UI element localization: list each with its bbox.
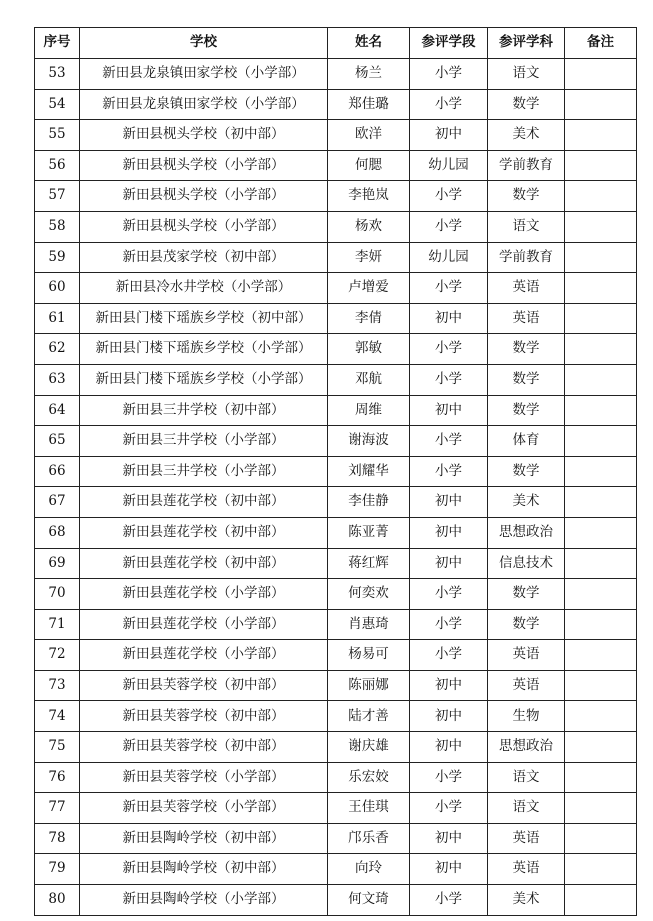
cell-no: 60 bbox=[35, 273, 80, 304]
table-row bbox=[35, 640, 637, 671]
cell-school: 新田县芙蓉学校（初中部） bbox=[80, 670, 328, 701]
cell-stage: 小学 bbox=[410, 793, 488, 824]
cell-no: 66 bbox=[35, 456, 80, 487]
cell-note bbox=[565, 181, 637, 212]
cell-no: 61 bbox=[35, 303, 80, 334]
cell-stage: 幼儿园 bbox=[410, 242, 488, 273]
cell-stage: 初中 bbox=[410, 395, 488, 426]
table-row bbox=[35, 823, 637, 854]
cell-note bbox=[565, 670, 637, 701]
table-row bbox=[35, 609, 637, 640]
cell-name: 谢庆雄 bbox=[328, 732, 410, 763]
cell-no: 63 bbox=[35, 364, 80, 395]
header-school: 学校 bbox=[80, 28, 328, 59]
cell-name: 杨易可 bbox=[328, 640, 410, 671]
cell-subject: 体育 bbox=[488, 426, 565, 457]
header-subject: 参评学科 bbox=[488, 28, 565, 59]
cell-school: 新田县莲花学校（初中部） bbox=[80, 517, 328, 548]
cell-subject: 数学 bbox=[488, 395, 565, 426]
cell-subject: 英语 bbox=[488, 854, 565, 885]
table-row bbox=[35, 517, 637, 548]
cell-no: 69 bbox=[35, 548, 80, 579]
cell-note bbox=[565, 640, 637, 671]
cell-subject: 英语 bbox=[488, 640, 565, 671]
cell-note bbox=[565, 517, 637, 548]
cell-school: 新田县三井学校（小学部） bbox=[80, 456, 328, 487]
cell-name: 乐宏姣 bbox=[328, 762, 410, 793]
cell-name: 肖惠琦 bbox=[328, 609, 410, 640]
cell-note bbox=[565, 762, 637, 793]
cell-stage: 小学 bbox=[410, 762, 488, 793]
cell-subject: 数学 bbox=[488, 181, 565, 212]
cell-subject: 信息技术 bbox=[488, 548, 565, 579]
cell-note bbox=[565, 487, 637, 518]
cell-name: 欧洋 bbox=[328, 120, 410, 151]
cell-note bbox=[565, 885, 637, 916]
cell-subject: 语文 bbox=[488, 211, 565, 242]
cell-name: 谢海波 bbox=[328, 426, 410, 457]
table-row bbox=[35, 701, 637, 732]
cell-stage: 小学 bbox=[410, 579, 488, 610]
cell-subject: 数学 bbox=[488, 89, 565, 120]
cell-stage: 初中 bbox=[410, 120, 488, 151]
cell-stage: 小学 bbox=[410, 181, 488, 212]
table-row bbox=[35, 59, 637, 90]
cell-note bbox=[565, 211, 637, 242]
cell-note bbox=[565, 242, 637, 273]
cell-no: 65 bbox=[35, 426, 80, 457]
cell-stage: 小学 bbox=[410, 334, 488, 365]
table-row bbox=[35, 150, 637, 181]
table-body bbox=[35, 59, 637, 916]
cell-note bbox=[565, 854, 637, 885]
cell-school: 新田县莲花学校（初中部） bbox=[80, 487, 328, 518]
cell-no: 64 bbox=[35, 395, 80, 426]
cell-name: 李妍 bbox=[328, 242, 410, 273]
table-row bbox=[35, 854, 637, 885]
cell-no: 73 bbox=[35, 670, 80, 701]
cell-stage: 小学 bbox=[410, 885, 488, 916]
header-row bbox=[35, 28, 637, 59]
cell-stage: 小学 bbox=[410, 609, 488, 640]
cell-school: 新田县门楼下瑶族乡学校（小学部） bbox=[80, 334, 328, 365]
cell-no: 76 bbox=[35, 762, 80, 793]
cell-name: 何奕欢 bbox=[328, 579, 410, 610]
cell-no: 79 bbox=[35, 854, 80, 885]
cell-stage: 初中 bbox=[410, 487, 488, 518]
table-row bbox=[35, 456, 637, 487]
cell-name: 陈丽娜 bbox=[328, 670, 410, 701]
table-row bbox=[35, 487, 637, 518]
cell-subject: 英语 bbox=[488, 303, 565, 334]
cell-name: 周维 bbox=[328, 395, 410, 426]
table-row bbox=[35, 89, 637, 120]
cell-note bbox=[565, 395, 637, 426]
cell-subject: 数学 bbox=[488, 456, 565, 487]
cell-subject: 语文 bbox=[488, 793, 565, 824]
cell-school: 新田县莲花学校（小学部） bbox=[80, 609, 328, 640]
cell-note bbox=[565, 609, 637, 640]
cell-school: 新田县冷水井学校（小学部） bbox=[80, 273, 328, 304]
cell-no: 77 bbox=[35, 793, 80, 824]
table-row bbox=[35, 334, 637, 365]
table-row bbox=[35, 242, 637, 273]
cell-note bbox=[565, 579, 637, 610]
cell-note bbox=[565, 426, 637, 457]
cell-name: 向玲 bbox=[328, 854, 410, 885]
cell-stage: 小学 bbox=[410, 89, 488, 120]
cell-no: 68 bbox=[35, 517, 80, 548]
cell-note bbox=[565, 150, 637, 181]
table-row bbox=[35, 732, 637, 763]
cell-school: 新田县三井学校（小学部） bbox=[80, 426, 328, 457]
cell-note bbox=[565, 89, 637, 120]
cell-name: 何腮 bbox=[328, 150, 410, 181]
cell-note bbox=[565, 456, 637, 487]
cell-stage: 初中 bbox=[410, 854, 488, 885]
cell-stage: 初中 bbox=[410, 303, 488, 334]
cell-stage: 幼儿园 bbox=[410, 150, 488, 181]
cell-name: 陈亚菁 bbox=[328, 517, 410, 548]
cell-school: 新田县陶岭学校（初中部） bbox=[80, 854, 328, 885]
cell-stage: 小学 bbox=[410, 426, 488, 457]
cell-no: 75 bbox=[35, 732, 80, 763]
cell-school: 新田县枧头学校（小学部） bbox=[80, 150, 328, 181]
cell-note bbox=[565, 334, 637, 365]
header-note: 备注 bbox=[565, 28, 637, 59]
cell-note bbox=[565, 732, 637, 763]
cell-stage: 小学 bbox=[410, 211, 488, 242]
cell-no: 56 bbox=[35, 150, 80, 181]
cell-school: 新田县陶岭学校（初中部） bbox=[80, 823, 328, 854]
cell-subject: 数学 bbox=[488, 579, 565, 610]
cell-school: 新田县枧头学校（小学部） bbox=[80, 211, 328, 242]
table-row bbox=[35, 211, 637, 242]
cell-name: 邓航 bbox=[328, 364, 410, 395]
cell-name: 陆才善 bbox=[328, 701, 410, 732]
cell-school: 新田县门楼下瑶族乡学校（初中部） bbox=[80, 303, 328, 334]
roster-table bbox=[34, 27, 637, 916]
cell-school: 新田县芙蓉学校（初中部） bbox=[80, 732, 328, 763]
cell-subject: 英语 bbox=[488, 670, 565, 701]
cell-subject: 语文 bbox=[488, 59, 565, 90]
cell-school: 新田县莲花学校（小学部） bbox=[80, 579, 328, 610]
table-row bbox=[35, 395, 637, 426]
cell-school: 新田县枧头学校（初中部） bbox=[80, 120, 328, 151]
table-row bbox=[35, 670, 637, 701]
cell-name: 王佳琪 bbox=[328, 793, 410, 824]
cell-no: 59 bbox=[35, 242, 80, 273]
cell-school: 新田县龙泉镇田家学校（小学部） bbox=[80, 59, 328, 90]
cell-no: 78 bbox=[35, 823, 80, 854]
cell-school: 新田县茂家学校（初中部） bbox=[80, 242, 328, 273]
cell-subject: 思想政治 bbox=[488, 517, 565, 548]
cell-stage: 小学 bbox=[410, 59, 488, 90]
cell-school: 新田县莲花学校（小学部） bbox=[80, 640, 328, 671]
table-row bbox=[35, 885, 637, 916]
table-row bbox=[35, 548, 637, 579]
cell-no: 67 bbox=[35, 487, 80, 518]
cell-no: 55 bbox=[35, 120, 80, 151]
cell-no: 71 bbox=[35, 609, 80, 640]
cell-note bbox=[565, 364, 637, 395]
cell-note bbox=[565, 59, 637, 90]
cell-stage: 小学 bbox=[410, 364, 488, 395]
cell-subject: 美术 bbox=[488, 885, 565, 916]
header-stage: 参评学段 bbox=[410, 28, 488, 59]
header-no: 序号 bbox=[35, 28, 80, 59]
table-row bbox=[35, 303, 637, 334]
cell-subject: 数学 bbox=[488, 334, 565, 365]
cell-name: 杨兰 bbox=[328, 59, 410, 90]
cell-note bbox=[565, 701, 637, 732]
cell-no: 70 bbox=[35, 579, 80, 610]
cell-no: 53 bbox=[35, 59, 80, 90]
cell-no: 54 bbox=[35, 89, 80, 120]
cell-subject: 数学 bbox=[488, 364, 565, 395]
cell-name: 李艳岚 bbox=[328, 181, 410, 212]
cell-subject: 学前教育 bbox=[488, 150, 565, 181]
cell-no: 74 bbox=[35, 701, 80, 732]
table-row bbox=[35, 426, 637, 457]
cell-name: 郭敏 bbox=[328, 334, 410, 365]
cell-name: 李佳静 bbox=[328, 487, 410, 518]
cell-school: 新田县芙蓉学校（小学部） bbox=[80, 762, 328, 793]
table-row bbox=[35, 273, 637, 304]
cell-name: 卢增爱 bbox=[328, 273, 410, 304]
cell-subject: 学前教育 bbox=[488, 242, 565, 273]
cell-name: 何文琦 bbox=[328, 885, 410, 916]
table-row bbox=[35, 120, 637, 151]
cell-stage: 初中 bbox=[410, 732, 488, 763]
cell-note bbox=[565, 120, 637, 151]
cell-subject: 生物 bbox=[488, 701, 565, 732]
cell-no: 58 bbox=[35, 211, 80, 242]
cell-stage: 初中 bbox=[410, 670, 488, 701]
cell-note bbox=[565, 303, 637, 334]
cell-subject: 英语 bbox=[488, 823, 565, 854]
table-row bbox=[35, 364, 637, 395]
cell-no: 72 bbox=[35, 640, 80, 671]
cell-note bbox=[565, 273, 637, 304]
cell-subject: 语文 bbox=[488, 762, 565, 793]
cell-school: 新田县芙蓉学校（小学部） bbox=[80, 793, 328, 824]
cell-subject: 美术 bbox=[488, 487, 565, 518]
cell-name: 郑佳璐 bbox=[328, 89, 410, 120]
table-header bbox=[35, 28, 637, 59]
cell-subject: 数学 bbox=[488, 609, 565, 640]
cell-name: 杨欢 bbox=[328, 211, 410, 242]
cell-school: 新田县龙泉镇田家学校（小学部） bbox=[80, 89, 328, 120]
cell-stage: 小学 bbox=[410, 640, 488, 671]
cell-school: 新田县陶岭学校（小学部） bbox=[80, 885, 328, 916]
cell-stage: 小学 bbox=[410, 273, 488, 304]
table-row bbox=[35, 579, 637, 610]
cell-stage: 初中 bbox=[410, 823, 488, 854]
cell-no: 80 bbox=[35, 885, 80, 916]
cell-stage: 初中 bbox=[410, 548, 488, 579]
cell-subject: 思想政治 bbox=[488, 732, 565, 763]
cell-name: 邝乐香 bbox=[328, 823, 410, 854]
cell-stage: 初中 bbox=[410, 701, 488, 732]
cell-note bbox=[565, 793, 637, 824]
cell-stage: 小学 bbox=[410, 456, 488, 487]
cell-school: 新田县三井学校（初中部） bbox=[80, 395, 328, 426]
cell-school: 新田县芙蓉学校（初中部） bbox=[80, 701, 328, 732]
cell-subject: 美术 bbox=[488, 120, 565, 151]
cell-name: 刘耀华 bbox=[328, 456, 410, 487]
cell-school: 新田县莲花学校（初中部） bbox=[80, 548, 328, 579]
cell-no: 62 bbox=[35, 334, 80, 365]
table-row bbox=[35, 181, 637, 212]
cell-school: 新田县枧头学校（小学部） bbox=[80, 181, 328, 212]
table-row bbox=[35, 793, 637, 824]
cell-note bbox=[565, 548, 637, 579]
cell-name: 蒋红辉 bbox=[328, 548, 410, 579]
header-name: 姓名 bbox=[328, 28, 410, 59]
cell-school: 新田县门楼下瑶族乡学校（小学部） bbox=[80, 364, 328, 395]
cell-stage: 初中 bbox=[410, 517, 488, 548]
cell-no: 57 bbox=[35, 181, 80, 212]
cell-subject: 英语 bbox=[488, 273, 565, 304]
cell-note bbox=[565, 823, 637, 854]
table-row bbox=[35, 762, 637, 793]
cell-name: 李倩 bbox=[328, 303, 410, 334]
